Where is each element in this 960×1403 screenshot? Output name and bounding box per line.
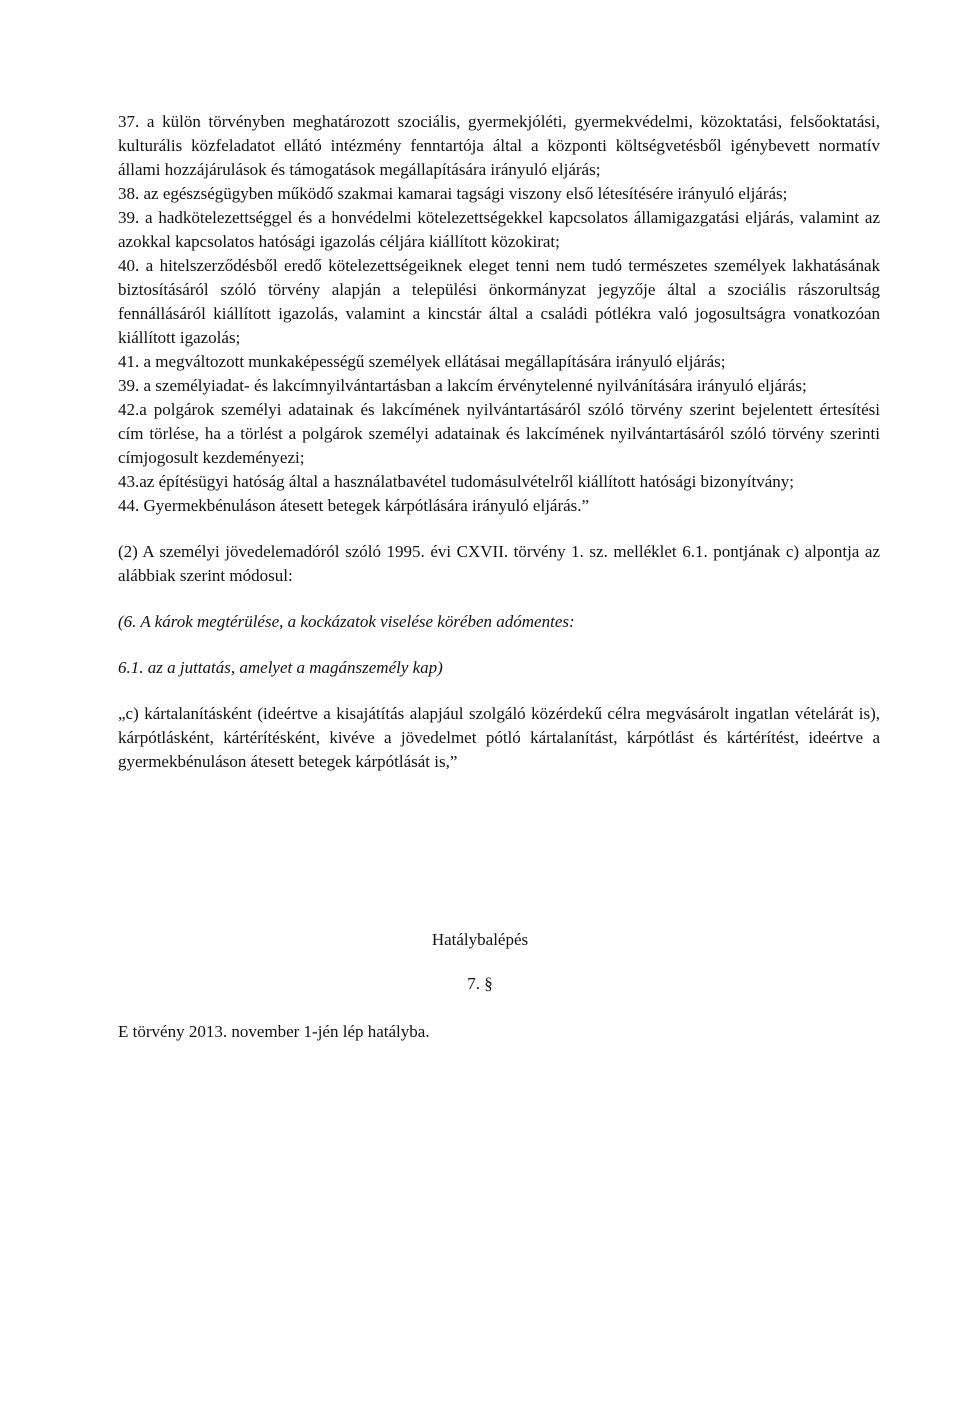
list-item-43: 43.az építésügyi hatóság által a használatbavétel tudomásulvételről kiállított hatósági bizonyítvány; — [118, 472, 795, 491]
section-heading: Hatálybalépés — [431, 930, 529, 949]
quoted-text: „c) kártalanításként (ideértve a kisajátítás alapjául szolgáló közérdekű célra megvásárolt ingatlan vételárát is), kárpótlásként, kártérítésként, kivéve a jövedelmet pótló kártalanítást, kárpótlást és kártérítést, ideértve a gyermekbénuláson átesett betegek kárpótlását is,” — [118, 704, 880, 771]
list-item-37: 37. a külön törvényben meghatározott szociális, gyermekjóléti, gyermekvédelmi, közoktatási, felsőoktatási, kulturális közfeladatot ellátó intézmény fenntartója által a központi költségvetésből igénybevett normatív állami hozzájárulások és támogatások megállapítására irányuló eljárás; — [118, 112, 880, 179]
closing-sentence: E törvény 2013. november 1-jén lép hatályba. — [118, 1022, 430, 1041]
list-item-41: 41. a megváltozott munkaképességű személyek ellátásai megállapítására irányuló eljárás; — [118, 352, 726, 371]
document-body — [118, 110, 880, 774]
italic-heading-2: 6.1. az a juttatás, amelyet a magánszemély kap) — [118, 658, 443, 677]
list-item-38: 38. az egészségügyben működő szakmai kamarai tagsági viszony első létesítésére irányuló eljárás; — [118, 184, 788, 203]
list-item-42: 42.a polgárok személyi adatainak és lakcímének nyilvántartásáról szóló törvény szerint bejelentett értesítési cím törlése, ha a törlést a polgárok személyi adatainak és lakcímének nyilvántartásáról szóló törvény szerinti címjogosult kezdeményezi; — [118, 400, 880, 467]
italic-heading-1: (6. A károk megtérülése, a kockázatok viselése körében adómentes: — [118, 612, 575, 631]
list-item-39b: 39. a személyiadat- és lakcímnyilvántartásban a lakcím érvénytelenné nyilvánítására irányuló eljárás; — [118, 376, 807, 395]
list-item-39: 39. a hadkötelezettséggel és a honvédelmi kötelezettségekkel kapcsolatos államigazgatási eljárás, valamint az azokkal kapcsolatos hatósági igazolás céljára kiállított közokirat; — [118, 208, 880, 251]
list-item-44: 44. Gyermekbénuláson átesett betegek kárpótlására irányuló eljárás.” — [118, 496, 590, 515]
section-number: 7. § — [467, 974, 493, 993]
list-item-40: 40. a hitelszerződésből eredő kötelezettségeiknek eleget tenni nem tudó természetes személyek lakhatásának biztosításáról szóló törvény alapján a települési önkormányzat jegyzője által a szociális rászorultság fennállásáról kiállított igazolás, valamint a kincstár által a családi pótlékra való jogosultságra vonatkozóan kiállított igazolás; — [118, 256, 880, 347]
amendment-intro: (2) A személyi jövedelemadóról szóló 1995. évi CXVII. törvény 1. sz. melléklet 6.1. pontjának c) alpontja az alábbiak szerint módosul: — [118, 542, 880, 585]
